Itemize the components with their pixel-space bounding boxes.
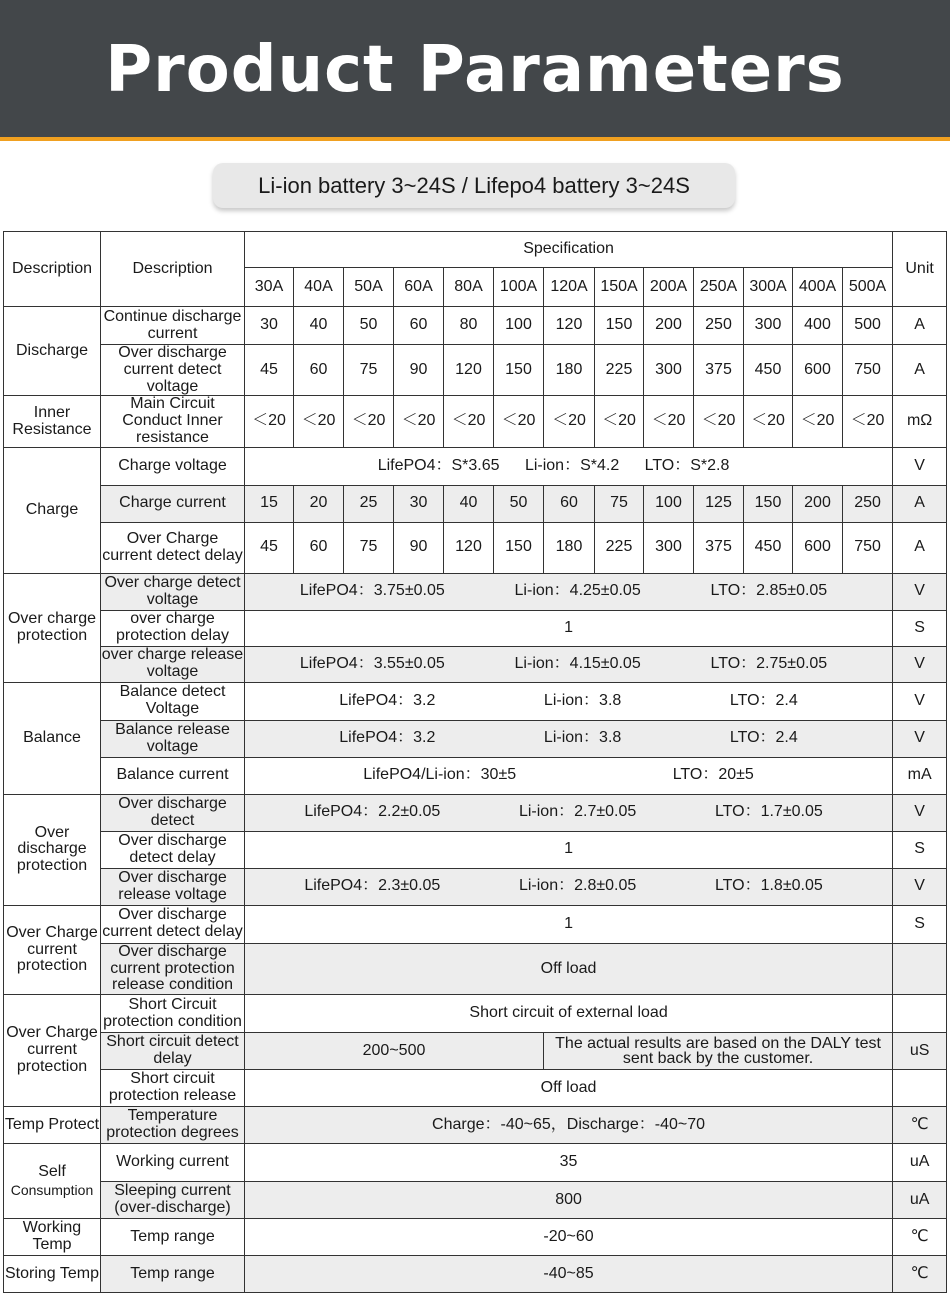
model-cell: 80A bbox=[444, 268, 494, 307]
lto-value: LTO：2.4 bbox=[729, 691, 798, 709]
merged-value-cell: 800 bbox=[245, 1182, 893, 1219]
row-label: Short Circuit protection condition bbox=[101, 995, 245, 1033]
unit-cell: V bbox=[893, 573, 947, 610]
row-label: over charge release voltage bbox=[101, 646, 244, 681]
row-label: Short circuit detect delay bbox=[101, 1033, 245, 1070]
value-cell: 225 bbox=[595, 522, 644, 573]
value-cell: 50 bbox=[344, 307, 394, 345]
unit-cell: S bbox=[893, 610, 947, 646]
model-cell: 30A bbox=[245, 268, 294, 307]
model-cell: 120A bbox=[544, 268, 595, 307]
value-cell: 225 bbox=[595, 345, 644, 396]
category-over-charge-protection: Over charge protection bbox=[4, 573, 101, 682]
table-row bbox=[4, 1256, 947, 1293]
value-cell: 300 bbox=[644, 345, 694, 396]
li-ion-value: Li-ion：2.7±0.05 bbox=[518, 803, 637, 821]
merged-value-cell: 200~500 bbox=[245, 1033, 544, 1070]
header-specification: Specification bbox=[245, 232, 893, 268]
unit-cell: mA bbox=[893, 757, 947, 794]
table-row bbox=[4, 794, 947, 831]
value-cell: 45 bbox=[245, 345, 294, 396]
lifepo4-value: LifePO4：3.2 bbox=[339, 691, 436, 709]
value-cell: 200 bbox=[793, 485, 843, 522]
merged-value-cell: -20~60 bbox=[245, 1219, 893, 1256]
merged-value-cell: -40~85 bbox=[245, 1256, 893, 1293]
battery-type-banner: Li-ion battery 3~24S / Lifepo4 battery 3~24S bbox=[213, 163, 735, 208]
value-cell: ＜20 bbox=[544, 396, 595, 447]
li-ion-value: Li-ion：4.15±0.05 bbox=[514, 654, 641, 672]
value-cell: ＜20 bbox=[394, 396, 444, 447]
table-row bbox=[4, 943, 947, 994]
table-row bbox=[4, 868, 947, 905]
li-ion-value: Li-ion：4.25±0.05 bbox=[514, 582, 641, 600]
value-cell: 120 bbox=[444, 522, 494, 573]
table-row bbox=[4, 720, 947, 757]
merged-value-cell: Short circuit of external load bbox=[245, 995, 893, 1033]
unit-cell: ℃ bbox=[893, 1219, 947, 1256]
value-cell: ＜20 bbox=[694, 396, 744, 447]
unit-cell: V bbox=[893, 720, 947, 757]
unit-cell: ℃ bbox=[893, 1256, 947, 1293]
unit-cell bbox=[893, 995, 947, 1033]
category-over-discharge-protection: Over discharge protection bbox=[4, 794, 101, 905]
value-cell: 60 bbox=[394, 307, 444, 345]
unit-cell bbox=[893, 943, 947, 994]
table-row bbox=[4, 447, 947, 485]
value-cell: 120 bbox=[444, 345, 494, 396]
table-row bbox=[4, 1070, 947, 1107]
value-cell: 375 bbox=[694, 522, 744, 573]
model-cell: 100A bbox=[494, 268, 544, 307]
table-row bbox=[4, 1107, 947, 1144]
merged-value-cell bbox=[245, 794, 893, 831]
row-label: Over discharge detect bbox=[101, 794, 245, 831]
model-cell: 300A bbox=[744, 268, 793, 307]
category-balance: Balance bbox=[4, 682, 101, 794]
lifepo4-value: LifePO4：3.55±0.05 bbox=[299, 654, 445, 672]
merged-value-cell: 1 bbox=[245, 610, 893, 646]
value-cell: 40 bbox=[294, 307, 344, 345]
li-ion-value: Li-ion：2.8±0.05 bbox=[518, 877, 637, 895]
table-row bbox=[4, 396, 947, 447]
lifepo4-value: LifePO4：3.2 bbox=[339, 729, 436, 747]
unit-cell: V bbox=[893, 447, 947, 485]
table-row bbox=[4, 995, 947, 1033]
unit-cell: V bbox=[893, 682, 947, 720]
value-cell: 30 bbox=[245, 307, 294, 345]
value-cell: 75 bbox=[595, 485, 644, 522]
merged-value-cell bbox=[245, 868, 893, 905]
model-cell: 50A bbox=[344, 268, 394, 307]
value-cell: 300 bbox=[644, 522, 694, 573]
model-cell: 150A bbox=[595, 268, 644, 307]
table-row bbox=[4, 573, 947, 610]
lto-value: LTO：1.7±0.05 bbox=[714, 803, 823, 821]
value-cell: 60 bbox=[294, 345, 344, 396]
unit-cell: ℃ bbox=[893, 1107, 947, 1144]
table-row bbox=[4, 307, 947, 345]
value-cell: ＜20 bbox=[793, 396, 843, 447]
unit-cell: uS bbox=[893, 1033, 947, 1070]
value-cell: 15 bbox=[245, 485, 294, 522]
value-cell: 450 bbox=[744, 522, 793, 573]
table-row bbox=[4, 905, 947, 943]
row-label: Balance release voltage bbox=[101, 720, 245, 757]
table-row bbox=[4, 1144, 947, 1182]
merged-value-cell bbox=[245, 682, 893, 720]
row-label: over charge protection delay bbox=[101, 610, 245, 646]
value-cell: 75 bbox=[344, 345, 394, 396]
row-label: Temp range bbox=[101, 1219, 245, 1256]
li-ion-value: Li-ion：3.8 bbox=[543, 729, 622, 747]
row-label: Sleeping current (over-discharge) bbox=[101, 1182, 245, 1219]
unit-cell: A bbox=[893, 307, 947, 345]
row-label: Temp range bbox=[101, 1256, 245, 1293]
row-label: Charge current bbox=[101, 485, 245, 522]
merged-value-cell: 1 bbox=[245, 831, 893, 868]
value-cell: 50 bbox=[494, 485, 544, 522]
row-label: Over discharge detect delay bbox=[101, 831, 245, 868]
value-cell: 25 bbox=[344, 485, 394, 522]
table-row bbox=[4, 831, 947, 868]
value-cell: ＜20 bbox=[245, 396, 294, 447]
row-label: Temperature protection degrees bbox=[101, 1107, 245, 1144]
parameters-table bbox=[3, 231, 947, 1293]
merged-value-cell: 35 bbox=[245, 1144, 893, 1182]
value-cell: 80 bbox=[444, 307, 494, 345]
value-cell: 600 bbox=[793, 522, 843, 573]
value-cell: 20 bbox=[294, 485, 344, 522]
value-cell: 150 bbox=[494, 345, 544, 396]
value-cell: 100 bbox=[494, 307, 544, 345]
lifepo4-value: LifePO4：2.2±0.05 bbox=[304, 803, 441, 821]
value-cell: 180 bbox=[544, 522, 595, 573]
unit-cell: A bbox=[893, 485, 947, 522]
lifepo4-li-ion-value: LifePO4/Li-ion：30±5 bbox=[363, 766, 517, 784]
value-cell: 100 bbox=[644, 485, 694, 522]
model-cell: 40A bbox=[294, 268, 344, 307]
row-label: Short circuit protection release bbox=[101, 1070, 245, 1107]
merged-value-cell bbox=[245, 573, 893, 610]
value-cell: 300 bbox=[744, 307, 793, 345]
value-cell: 30 bbox=[394, 485, 444, 522]
value-cell: 600 bbox=[793, 345, 843, 396]
unit-cell: A bbox=[893, 345, 947, 396]
row-label: Continue discharge current bbox=[101, 307, 245, 345]
merged-value-cell bbox=[245, 447, 893, 485]
value-cell: ＜20 bbox=[595, 396, 644, 447]
lto-value: LTO：1.8±0.05 bbox=[714, 877, 823, 895]
row-label: Main Circuit Conduct Inner resistance bbox=[101, 396, 245, 447]
merged-value-cell: 1 bbox=[245, 905, 893, 943]
header-description: Description bbox=[4, 232, 101, 307]
row-label: Balance current bbox=[101, 757, 245, 794]
lto-value: LTO：2.4 bbox=[729, 729, 798, 747]
category-inner-resistance: Inner Resistance bbox=[4, 396, 101, 447]
lifepo4-value: LifePO4：2.3±0.05 bbox=[304, 877, 441, 895]
row-label: Over Charge current detect delay bbox=[101, 522, 245, 573]
row-label: Over discharge release voltage bbox=[101, 868, 245, 905]
value-cell: ＜20 bbox=[344, 396, 394, 447]
category-self-consumption bbox=[4, 1144, 101, 1219]
merged-value-cell bbox=[245, 646, 893, 682]
category-self-consumption-line-2: Consumption bbox=[10, 1182, 94, 1199]
row-label: Working current bbox=[101, 1144, 245, 1182]
value-cell: 90 bbox=[394, 522, 444, 573]
lto-value: LTO：2.85±0.05 bbox=[710, 582, 828, 600]
merged-value-cell bbox=[245, 720, 893, 757]
value-cell: 40 bbox=[444, 485, 494, 522]
table-row bbox=[4, 522, 947, 573]
unit-cell: V bbox=[893, 646, 947, 682]
table-row bbox=[4, 485, 947, 522]
category-temp-protect: Temp Protect bbox=[4, 1107, 101, 1144]
page-title: Product Parameters bbox=[105, 33, 845, 107]
table-row bbox=[4, 646, 947, 682]
row-label: Over charge detect voltage bbox=[101, 573, 245, 610]
unit-cell: uA bbox=[893, 1144, 947, 1182]
li-ion-value: Li-ion：S*4.2 bbox=[524, 456, 620, 474]
category-self-consumption-line-1: Self bbox=[38, 1163, 66, 1181]
header-row bbox=[4, 232, 947, 268]
value-cell: 75 bbox=[344, 522, 394, 573]
category-short-circuit-protection: Over Charge current protection bbox=[4, 995, 101, 1107]
value-cell: 200 bbox=[644, 307, 694, 345]
value-cell: 375 bbox=[694, 345, 744, 396]
category-over-current-protection: Over Charge current protection bbox=[4, 905, 101, 994]
unit-cell: V bbox=[893, 868, 947, 905]
value-cell: 90 bbox=[394, 345, 444, 396]
lto-value: LTO：2.75±0.05 bbox=[710, 654, 828, 672]
merged-value-cell: Off load bbox=[245, 943, 893, 994]
lifepo4-value: LifePO4：3.75±0.05 bbox=[299, 582, 445, 600]
value-cell: 750 bbox=[843, 522, 893, 573]
unit-cell: uA bbox=[893, 1182, 947, 1219]
table-row bbox=[4, 757, 947, 794]
value-cell: 250 bbox=[694, 307, 744, 345]
lifepo4-value: LifePO4：S*3.65 bbox=[377, 456, 500, 474]
merged-value-cell bbox=[245, 757, 893, 794]
unit-cell: A bbox=[893, 522, 947, 573]
row-label: Over discharge current detect voltage bbox=[101, 345, 245, 396]
row-label: Charge voltage bbox=[101, 447, 245, 485]
unit-cell: V bbox=[893, 794, 947, 831]
table-row bbox=[4, 345, 947, 396]
table-row bbox=[4, 1219, 947, 1256]
lto-value: LTO：20±5 bbox=[672, 766, 754, 784]
model-cell: 400A bbox=[793, 268, 843, 307]
category-working-temp: Working Temp bbox=[4, 1219, 101, 1256]
value-cell: 150 bbox=[744, 485, 793, 522]
model-cell: 200A bbox=[644, 268, 694, 307]
category-discharge: Discharge bbox=[4, 307, 101, 396]
li-ion-value: Li-ion：3.8 bbox=[543, 691, 622, 709]
value-cell: ＜20 bbox=[744, 396, 793, 447]
lto-value: LTO：S*2.8 bbox=[644, 456, 730, 474]
model-cell: 60A bbox=[394, 268, 444, 307]
unit-cell bbox=[893, 1070, 947, 1107]
value-cell: 250 bbox=[843, 485, 893, 522]
unit-cell: mΩ bbox=[893, 396, 947, 447]
model-cell: 250A bbox=[694, 268, 744, 307]
category-storing-temp: Storing Temp bbox=[4, 1256, 101, 1293]
value-cell: 60 bbox=[294, 522, 344, 573]
row-label: Balance detect Voltage bbox=[101, 682, 245, 720]
value-cell: 120 bbox=[544, 307, 595, 345]
table-row bbox=[4, 682, 947, 720]
value-cell: ＜20 bbox=[444, 396, 494, 447]
value-cell: ＜20 bbox=[294, 396, 344, 447]
value-cell: 750 bbox=[843, 345, 893, 396]
value-cell: ＜20 bbox=[494, 396, 544, 447]
table-row bbox=[4, 610, 947, 646]
note-cell: The actual results are based on the DALY test sent back by the customer. bbox=[544, 1033, 893, 1070]
model-cell: 500A bbox=[843, 268, 893, 307]
value-cell: ＜20 bbox=[843, 396, 893, 447]
value-cell: 400 bbox=[793, 307, 843, 345]
header-unit: Unit bbox=[893, 232, 947, 307]
unit-cell: S bbox=[893, 831, 947, 868]
page-header bbox=[0, 0, 950, 141]
table-row bbox=[4, 1033, 947, 1070]
value-cell: 45 bbox=[245, 522, 294, 573]
row-label: Over discharge current detect delay bbox=[101, 905, 245, 943]
header-description: Description bbox=[101, 232, 245, 307]
category-charge: Charge bbox=[4, 447, 101, 573]
value-cell: 60 bbox=[544, 485, 595, 522]
value-cell: 150 bbox=[595, 307, 644, 345]
table-row bbox=[4, 1182, 947, 1219]
value-cell: 125 bbox=[694, 485, 744, 522]
value-cell: 450 bbox=[744, 345, 793, 396]
row-label: Over discharge current protection release condition bbox=[101, 943, 245, 994]
merged-value-cell: Off load bbox=[245, 1070, 893, 1107]
merged-value-cell: Charge：-40~65，Discharge：-40~70 bbox=[245, 1107, 893, 1144]
value-cell: ＜20 bbox=[644, 396, 694, 447]
unit-cell: S bbox=[893, 905, 947, 943]
value-cell: 500 bbox=[843, 307, 893, 345]
value-cell: 150 bbox=[494, 522, 544, 573]
value-cell: 180 bbox=[544, 345, 595, 396]
